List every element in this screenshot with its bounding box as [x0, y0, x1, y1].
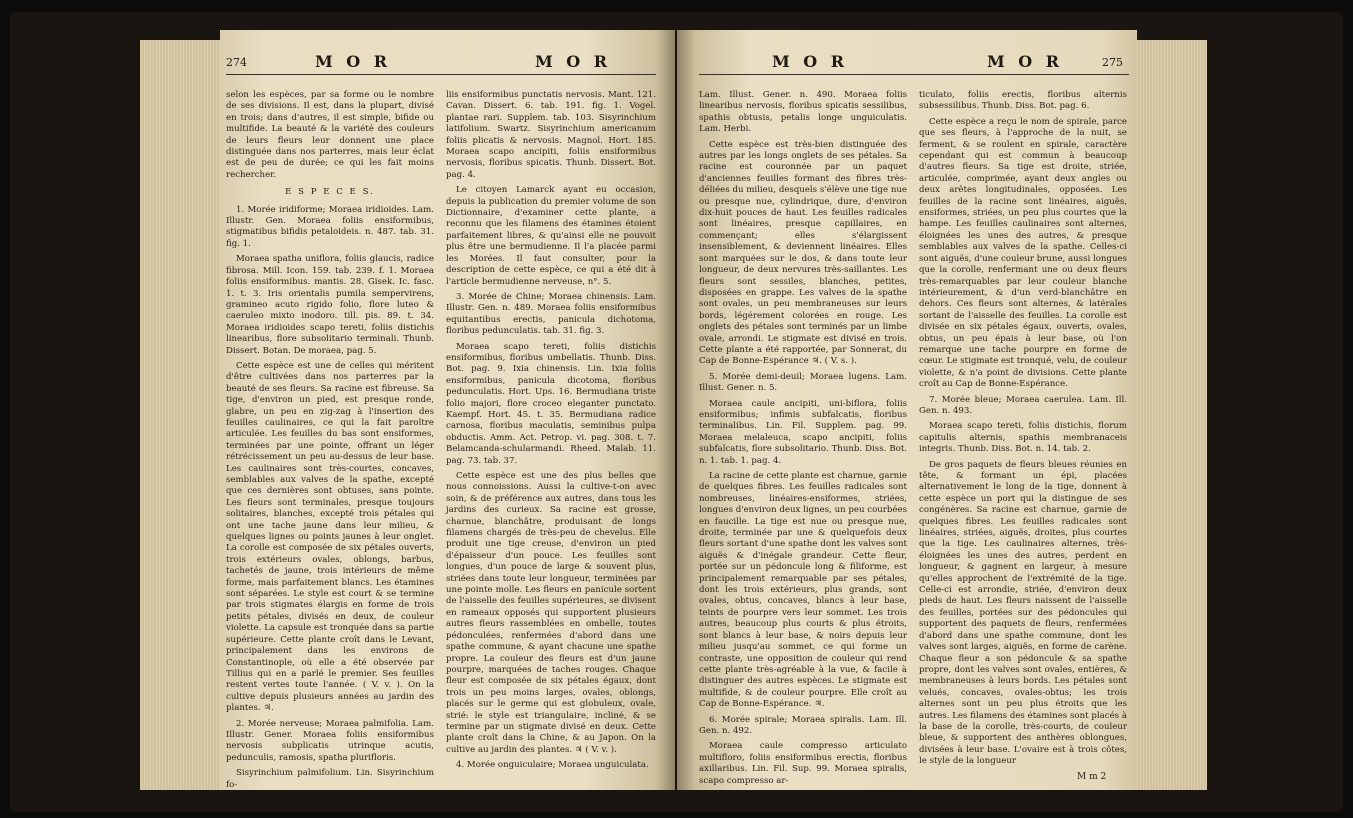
left-column-2 — [446, 90, 656, 776]
page-edges-right — [1137, 40, 1207, 790]
paragraph: Sisyrinchium palmifolium. Lin. Sisyrinchium fo- — [226, 768, 434, 790]
paragraph: ticulato, foliis erectis, floribus alternis subsessilibus. Thunb. Diss. Bot. pag. 6. — [919, 90, 1127, 112]
right-header-left: M O R — [772, 52, 849, 71]
signature-mark: M m 2 — [1077, 772, 1107, 782]
paragraph: 4. Morée onguiculaire; Moraea unguiculata. — [456, 760, 649, 771]
paragraph: 7. Morée bleue; Moraea caerulea. Lam. Ill. Gen. n. 493. — [919, 394, 1127, 416]
paragraph: Cette espèce est très-bien distinguée des autres par les longs onglets de ses pétales. Sa racine est couronnée par un paquet d'anciennes feuilles formant des fibres très-déliées du milieu, desquels s'élève une tige nue ou presque nue, cylindrique, dure, d'environ dix-huit pouces de haut. Les feuilles radicales sont linéaires, presque capillaires, en commençant; elles s'élargissent insensiblement, & deviennent linéaires. Elles sont marquées sur le dos, & dans toute leur longueur, de deux nervures très-saillantes. Les fleurs sont sessiles, blanches, petites, disposées en grappe. Les valves de la spathe sont ovales, un peu membraneuses sur leurs bords, légérement colorées en rouge. Les onglets des pétales sont terminés par un limbe ovale, arrondi. Le stigmate est divisé en trois. Cette plante a été rapportée, par Sonnerat, du Cap de Bonne-Espérance ♃. ( V. s. ). — [699, 139, 907, 367]
left-header-left: M O R — [315, 52, 392, 71]
paragraph: 5. Morée demi-deuil; Moraea lugens. Lam. Illust. Gener. n. 5. — [699, 371, 907, 394]
paragraph: Moraea caule ancipiti, uni-biflora, foliis ensiformibus; infimis subfalcatis, floribus terminalibus. Lin. Fil. Supplem. pag. 99. Moraea melaleuca, scapo ancipiti, foliis subfalcatis, flore subsolitario. Thunb. Diss. Bot. n. 1. tab. 1. pag. 4. — [699, 398, 907, 466]
paragraph: Cette espèce est une des plus belles que nous connoissions. Aussi la cultive-t-on avec soin, & de préférence aux autres, dans tous les jardins des curieux. Sa racine est grosse, charnue, blanchâtre, produisant de longs filamens chargés de très-peu de chevelus. Elle produit une tige creuse, d'environ un pied d'épaisseur d'un pouce. Les feuilles sont longues, d'un pouce de large & souvent plus, striées dans toute leur longueur, terminées par une pointe molle. Les fleurs en panicule sortent de l'aisselle des feuilles supérieures, se divisent en rameaux opposés qui supportent plusieurs autres fleurs rassemblées en ombelle, toutes pédonculées, renfermées d'abord dans une spathe commune, & ayant chacune une spathe propre. La couleur des fleurs est d'un jaune pourpre, marquées de taches rouges. Chaque fleur est composée de six pétales égaux, dont trois un peu moins larges, ovales, oblongs, placés sur le germe qui est globuleux, ovale, strié: le style est triangulaire, incliné, & se termine par un stigmate divisé en deux. Cette plante croît dans la Chine, & au Japon. On la cultive au jardin des plantes. ♃ ( V. v. ). — [446, 471, 656, 755]
left-page-number: 274 — [226, 56, 247, 69]
paragraph: Moraea caule compresso articulato multifloro, foliis ensiformibus erectis, floribus axillaribus. Lin. Fil. Sup. 99. Moraea spiralis, scapo compresso ar- — [699, 741, 907, 786]
left-page — [220, 30, 675, 790]
paragraph: liis ensiformibus punctatis nervosis. Mant. 121. Cavan. Dissert. 6. tab. 191. fig. 1. Vogel. plantae rari. Supplem. tab. 103. Sisyrinchium latifolium. Swartz. Sisyrinchium americanum foliis plicatis & nervosis. Magnol. Hort. 185. Moraea scapo ancipiti, foliis ensiformibus nervosis, floribus spicatis. Thunb. Dissert. Bot. pag. 4. — [446, 90, 656, 180]
paragraph: 6. Morée spirale; Moraea spiralis. Lam. Ill. Gen. n. 492. — [699, 714, 907, 736]
right-column-1 — [699, 90, 907, 790]
right-header-rule — [699, 74, 1129, 75]
section-heading: E S P E C E S. — [285, 187, 375, 198]
right-column-2 — [919, 90, 1127, 772]
paragraph: Lam. Illust. Gener. n. 490. Moraea foliis linearibus nervosis, floribus spicatis sessilibus, spathis obtusis, petalis longe unguiculatis. Lam. Herbi. — [699, 90, 907, 135]
left-header-rule — [226, 74, 656, 75]
paragraph: De gros paquets de fleurs bleues réunies en tête, & formant un épi, placées alternativement le long de la tige, donnent à cette espèce un port qui la distingue de ses congénères. Sa racine est charnue, garnie de quelques fibres. Les feuilles radicales sont linéaires, striées, aiguës, droites, plus courtes que la tige. Les caulinaires alternes, très-éloignées les unes des autres, perdent en longueur, & gagnent en largeur, à mesure qu'elles approchent de l'extrémité de la tige. Celle-ci est arrondie, striée, d'environ deux pieds de haut. Les fleurs naissent de l'aisselle des feuilles, portées sur des pédoncules qui supportent des paquets de fleurs, renfermées d'abord dans une spathe commune, dont les valves sont larges, aiguës, en forme de carène. Chaque fleur a son pédoncule & sa spathe propre, dont les valves sont ovales, entières, & membraneuses à leurs bords. Les pétales sont velués, concaves, ovales-obtus; les trois alternes sont un peu plus étroits que les autres. Les filamens des étamines sont placés à la base de la corolle, très-courts, de couleur bleue, & supportent des anthères oblongues, divisées à leur base. L'ovaire est à trois côtes, le style de la longueur — [919, 459, 1127, 767]
paragraph: 3. Morée de Chine; Moraea chinensis. Lam. Illustr. Gen. n. 489. Moraea foliis ensiformibus equitantibus erectis, panicula dichotoma, floribus pedunculatis. tab. 31. fig. 3. — [446, 291, 656, 337]
paragraph: Cette espèce a reçu le nom de spirale, parce que ses fleurs, à l'approche de la nuit, se ferment, & se roulent en spirale, caractère cependant qui est commun à beaucoup d'autres fleurs. Sa tige est droite, striée, articulée, comprimée, ayant deux angles ou deux arêtes longitudinales, opposées. Les feuilles de la racine sont linéaires, aiguës, ensiformes, striées, un peu plus courtes que la hampe. Les feuilles caulinaires sont alternes, éloignées les unes des autres, & presque semblables aux valves de la spathe. Celles-ci sont aiguës, d'une couleur brune, aussi longues que la corolle, renfermant une ou deux fleurs très-remarquables par leur couleur blanche intérieurement, & d'un verd-blanchâtre en dehors. Ces fleurs sont alternes, & latérales sortant de l'aisselle des feuilles. La corolle est divisée en six pétales égaux, ouverts, ovales, obtus, un peu épais à leur base, où l'on remarque une tache pourpre en forme de cœur. Le stigmate est tronqué, velu, de couleur violette, & n'a point de divisions. Cette plante croît au Cap de Bonne-Espérance. — [919, 116, 1127, 390]
paragraph: Cette espèce est une de celles qui méritent d'être cultivées dans nos parterres par la beauté de ses fleurs. Sa racine est fibreuse. Sa tige, d'environ un pied, est presque ronde, glabre, un peu en zig-zag à l'insertion des feuilles caulinaires, ce qui la fait paroître articulée. Les feuilles du bas sont ensiformes, terminées par une pointe, offrant un léger rétrécissement un peu au-dessus de leur base. Les caulinaires sont très-courtes, concaves, semblables aux valves de la spathe, excepté que ces dernières sont obtuses, sans pointe. Les fleurs sont terminales, presque toujours solitaires, blanches, excepté trois pétales qui ont une tache jaune dans leur milieu, & quelques lignes ou points jaunes à leur onglet. La corolle est composée de six pétales ouverts, trois extérieurs ovales, oblongs, barbus, tachetés de jaune, trois intérieurs de même forme, mais parfaitement blancs. Les étamines sont séparées. Le style est court & se termine par trois stigmates élargis en forme de trois petits pétales, divisés en deux, de couleur violette. La capsule est tronquée dans sa partie supérieure. Cette plante croît dans le Levant, principalement dans les environs de Constantinople, où elle a été observée par Tillius qui en a parlé le premier. Ses feuilles restent vertes toute l'année. ( V. v. ). On la cultive depuis plusieurs années au jardin des plantes. ♃. — [226, 360, 434, 714]
paragraph: Moraea spatha uniflora, foliis glaucis, radice fibrosa. Mill. Icon. 159. tab. 239. f. 1. Moraea foliis ensiformibus. mantis. 28. Gisek. Ic. fasc. 1. t. 3. Iris orientalis pumila sempervirens, gramineo acuto rigido folio, flore luteo & caeruleo mixto inodoro. till. pis. 89. t. 34. Moraea iridioides scapo tereti, foliis distichis linearibus, flore subsolitario terminali. Thunb. Dissert. Botan. De moraea, pag. 5. — [226, 254, 434, 356]
paragraph: La racine de cette plante est charnue, garnie de quelques fibres. Les feuilles radicales sont nombreuses, linéaires-ensiformes, striées, longues d'environ deux lignes, un peu courbées en faucille. La tige est nue ou presque nue, droite, terminée par une & quelquefois deux fleurs sortant d'une spathe dont les valves sont aiguës & d'inégale grandeur. Cette fleur, portée sur un pédoncule long & filiforme, est principalement remarquable par ses pétales, dont les trois extérieurs, plus grands, sont ovales, obtus, concaves, blancs à leur base, teints de pourpre vers leur sommet. Les trois autres, beaucoup plus courts & plus étroits, sont blancs à leur base, & noirs depuis leur milieu jusqu'au sommet, ce qui forme un contraste, une opposition de couleur qui rend cette plante très-agréable à la vue, & facile à distinguer des autres espèces. Le stigmate est multifide, & de couleur pourpre. Elle croît au Cap de Bonne-Espérance. ♃. — [699, 471, 907, 710]
page-edges-left — [140, 40, 222, 790]
left-column-1 — [226, 90, 434, 790]
left-header-right: M O R — [535, 52, 612, 71]
paragraph: Moraea scapo tereti, foliis distichis, florum capitulis alternis, spathis membranaceis integris. Thunb. Diss. Bot. n. 14. tab. 2. — [919, 421, 1127, 455]
paragraph: 2. Morée nerveuse; Moraea palmifolia. Lam. Illustr. Gener. Moraea foliis ensiformibus nervosis subplicatis utrinque acutis, pedunculis, ramosis, spatha plurifloris. — [226, 718, 434, 763]
paragraph: 1. Morée iridiforme; Moraea iridioides. Lam. Illustr. Gen. Moraea foliis ensiformibus, stigmatibus bifidis petaloideis. n. 487. tab. 31. fig. 1. — [226, 204, 434, 249]
right-page — [677, 30, 1137, 790]
right-page-number: 275 — [1102, 56, 1123, 69]
right-header-right: M O R — [987, 52, 1064, 71]
paragraph: Le citoyen Lamarck ayant eu occasion, depuis la publication du premier volume de son Dictionnaire, d'examiner cette plante, a reconnu que les filamens des étamines étoient parfaitement libres, & qu'ainsi elle ne pouvoit plus être une bermudienne. Il l'a placée parmi les Morées. Il faut consulter, pour la description de cette espèce, ce qui a été dit à l'article bermudienne nerveuse, n°. 5. — [446, 185, 656, 287]
paragraph: Moraea scapo tereti, foliis distichis ensiformibus, floribus umbellatis. Thunb. Diss. Bot. pag. 9. Ixia chinensis. Lin. Ixia foliis ensiformibus, panicula dicotoma, floribus pedunculatis. Hort. Ups. 16. Bermudiana triste folio majori, flore croceo eleganter punctato. Kaempf. Hort. 45. t. 35. Bermudiana radice carnosa, floribus maculatis, seminibus pulpa obductis. Amm. Act. Petrop. vi. pag. 308. t. 7. Belamcanda-schularmandi. Rheed. Malab. 11. pag. 73. tab. 37. — [446, 341, 656, 466]
paragraph: selon les espèces, par sa forme ou le nombre de ses divisions. Il est, dans la plupart, divisé en trois; dans d'autres, il est simple, bifide ou multifide. La beauté & la variété des couleurs de leurs fleurs leur donnent une place distinguée dans nos parterres, mais leur éclat est de peu de durée; ce qui les fait moins rechercher. — [226, 90, 434, 180]
